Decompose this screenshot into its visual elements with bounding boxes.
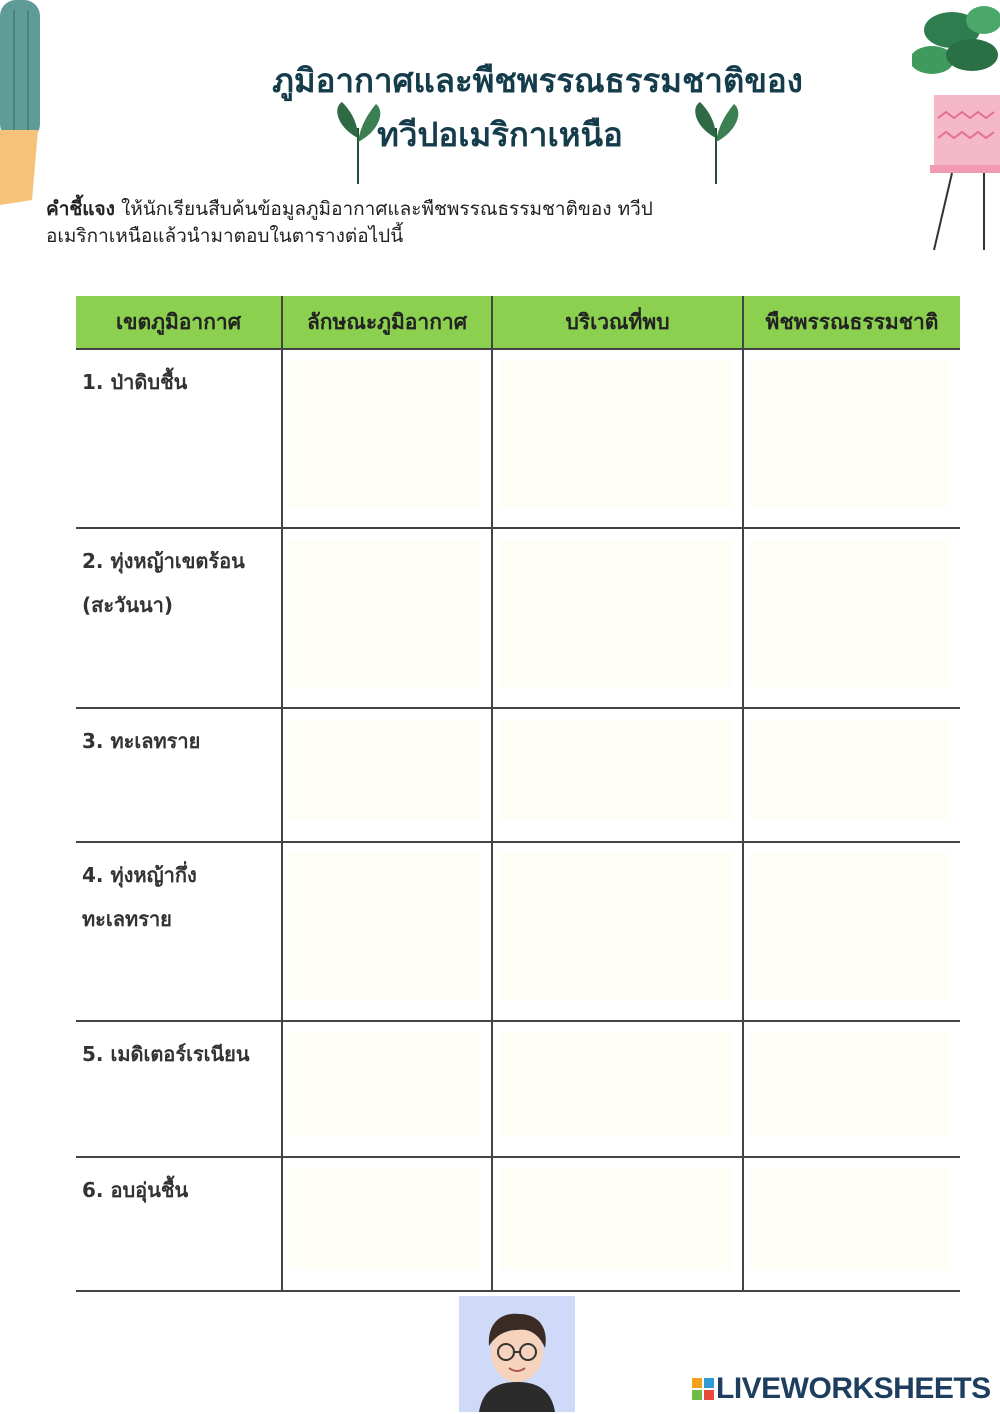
header-zone: เขตภูมิอากาศ	[76, 296, 282, 349]
climate-table	[76, 296, 960, 1292]
table-row	[76, 1021, 960, 1157]
answer-box[interactable]	[750, 853, 950, 1000]
climate-answer-cell[interactable]	[282, 1021, 492, 1157]
vegetation-answer-cell[interactable]	[743, 528, 960, 708]
header-vegetation: พืชพรรณธรรมชาติ	[743, 296, 960, 349]
zone-label: 5. เมดิเตอร์เรเนียน	[82, 1042, 250, 1066]
vegetation-answer-cell[interactable]	[743, 1021, 960, 1157]
answer-box[interactable]	[499, 1168, 732, 1270]
location-answer-cell[interactable]	[492, 1157, 743, 1291]
header-location: บริเวณที่พบ	[492, 296, 743, 349]
zone-cell	[76, 349, 282, 528]
table-row	[76, 1157, 960, 1291]
zone-cell	[76, 1021, 282, 1157]
zone-label-cont: (สะวันนา)	[82, 593, 174, 617]
answer-box[interactable]	[289, 853, 481, 1000]
answer-box[interactable]	[750, 360, 950, 507]
answer-box[interactable]	[289, 539, 481, 687]
climate-answer-cell[interactable]	[282, 842, 492, 1021]
answer-box[interactable]	[750, 1168, 950, 1270]
page-title-line2: ทวีปอเมริกาเหนือ	[377, 115, 623, 154]
climate-answer-cell[interactable]	[282, 708, 492, 842]
instructions	[46, 196, 746, 250]
answer-box[interactable]	[499, 360, 732, 507]
answer-box[interactable]	[289, 1032, 481, 1136]
location-answer-cell[interactable]	[492, 842, 743, 1021]
leaf-plant-icon-left	[328, 98, 388, 184]
liveworksheets-brand-text: LIVEWORKSHEETS	[716, 1372, 991, 1405]
vegetation-answer-cell[interactable]	[743, 842, 960, 1021]
zone-label: 1. ป่าดิบชื้น	[82, 370, 188, 394]
vegetation-answer-cell[interactable]	[743, 1157, 960, 1291]
table-row	[76, 528, 960, 708]
instructions-text: ให้นักเรียนสืบค้นข้อมูลภูมิอากาศและพืชพรรณธรรมชาติของ ทวีปอเมริกาเหนือแล้วนำมาตอบในตารางต่อไปนี้	[46, 198, 653, 247]
table-row	[76, 842, 960, 1021]
answer-box[interactable]	[289, 1168, 481, 1270]
vegetation-answer-cell[interactable]	[743, 349, 960, 528]
answer-box[interactable]	[499, 1032, 732, 1136]
answer-box[interactable]	[750, 719, 950, 821]
answer-box[interactable]	[499, 853, 732, 1000]
answer-box[interactable]	[750, 1032, 950, 1136]
liveworksheets-logo	[692, 1372, 991, 1406]
climate-answer-cell[interactable]	[282, 528, 492, 708]
zone-label: 3. ทะเลทราย	[82, 729, 201, 753]
vegetation-answer-cell[interactable]	[743, 708, 960, 842]
instructions-label: คำชี้แจง	[46, 198, 115, 220]
answer-box[interactable]	[499, 539, 732, 687]
zone-label: 2. ทุ่งหญ้าเขตร้อน	[82, 549, 245, 573]
zone-cell	[76, 708, 282, 842]
zone-label-cont: ทะเลทราย	[82, 907, 172, 931]
table-row	[76, 349, 960, 528]
location-answer-cell[interactable]	[492, 708, 743, 842]
leaf-plant-icon-right	[686, 98, 746, 184]
climate-answer-cell[interactable]	[282, 1157, 492, 1291]
header-climate: ลักษณะภูมิอากาศ	[282, 296, 492, 349]
answer-box[interactable]	[750, 539, 950, 687]
zone-cell	[76, 842, 282, 1021]
zone-label: 4. ทุ่งหญ้ากึ่ง	[82, 863, 197, 887]
page-title-line1: ภูมิอากาศและพืชพรรณธรรมชาติของ	[272, 61, 803, 100]
answer-box[interactable]	[499, 719, 732, 821]
answer-box[interactable]	[289, 719, 481, 821]
location-answer-cell[interactable]	[492, 1021, 743, 1157]
zone-cell	[76, 528, 282, 708]
liveworksheets-logo-icon	[692, 1378, 714, 1400]
table-header-row	[76, 296, 960, 349]
answer-box[interactable]	[289, 360, 481, 507]
teacher-avatar	[459, 1296, 575, 1412]
location-answer-cell[interactable]	[492, 528, 743, 708]
zone-label: 6. อบอุ่นชื้น	[82, 1178, 189, 1202]
table-row	[76, 708, 960, 842]
climate-answer-cell[interactable]	[282, 349, 492, 528]
location-answer-cell[interactable]	[492, 349, 743, 528]
zone-cell	[76, 1157, 282, 1291]
